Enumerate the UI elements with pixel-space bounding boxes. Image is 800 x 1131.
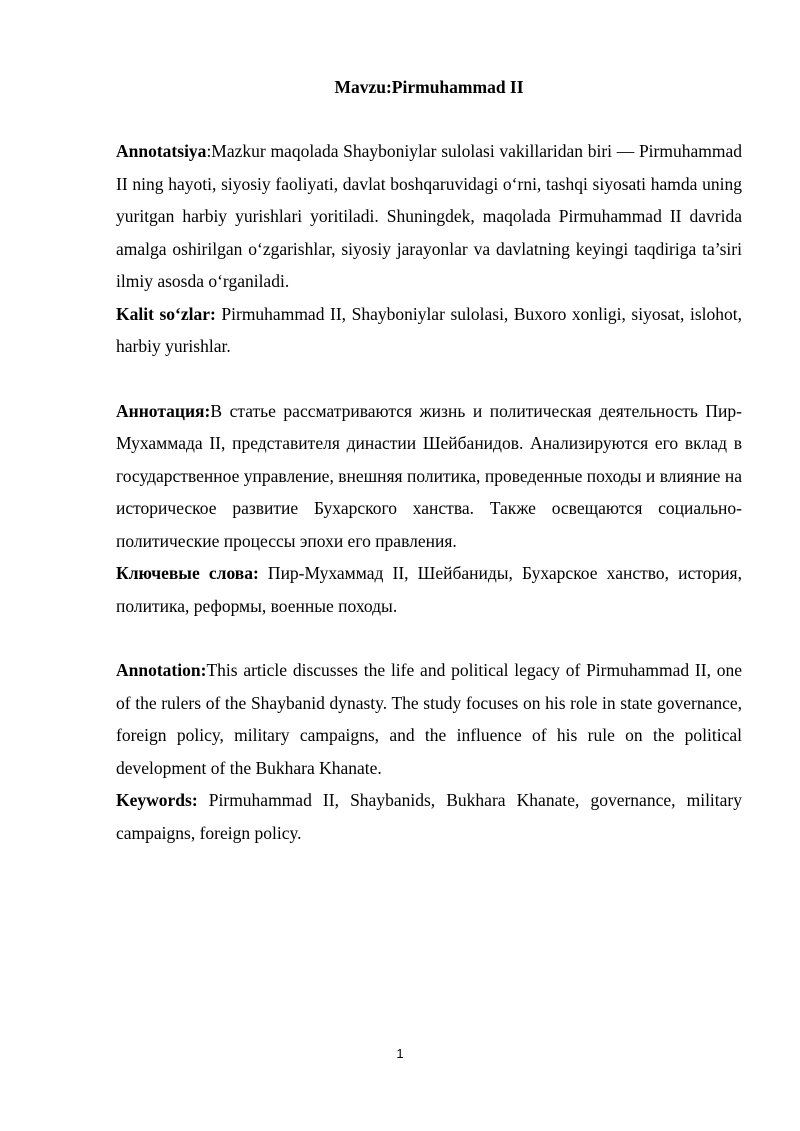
annotation-ru-label: Аннотация: — [116, 400, 211, 421]
annotation-ru — [116, 395, 742, 558]
document-page — [116, 74, 742, 849]
keywords-uz-text: Pirmuhammad II, Shayboniylar sulolasi, Buxoro xonligi, siyosat, islohot, harbiy yurishlar. — [116, 303, 742, 356]
keywords-en-label: Keywords: — [116, 790, 198, 810]
page-number: 1 — [396, 1046, 404, 1061]
section-spacer — [116, 622, 742, 654]
annotation-en-label: Annotation: — [116, 660, 207, 680]
page-title: Mavzu:Pirmuhammad II — [334, 77, 524, 97]
keywords-ru-text: Пир-Мухаммад II, Шейбаниды, Бухарское ханство, история, политика, реформы, военные походы. — [116, 563, 742, 616]
annotation-uz — [116, 135, 742, 298]
keywords-ru-label: Ключевые слова: — [116, 563, 259, 583]
keywords-uz — [116, 298, 742, 363]
keywords-en-text: Pirmuhammad II, Shaybanids, Bukhara Khanate, governance, military campaigns, foreign policy. — [116, 790, 742, 843]
keywords-uz-label: Kalit so‘zlar: — [116, 303, 216, 324]
annotation-uz-text: :Mazkur maqolada Shayboniylar sulolasi vakillaridan biri — Pirmuhammad II ning hayoti, siyosiy faoliyati, davlat boshqaruvidagi o‘rni, tashqi siyosati hamda uning yuritgan harbiy yurishlari yoritiladi. Shuningdek, maqolada Pirmuhammad II davrida amalga oshirilgan o‘zgarishlar, siyosiy jarayonlar va davlatning keyingi taqdiriga ta’siri ilmiy asosda o‘rganiladi. — [116, 141, 742, 291]
annotation-en-text: This article discusses the life and political legacy of Pirmuhammad II, one of the rulers of the Shaybanid dynasty. The study focuses on his role in state governance, foreign policy, military campaigns, and the influence of his rule on the political development of the Bukhara Khanate. — [116, 660, 742, 778]
annotation-uz-label: Annotatsiya — [116, 141, 207, 161]
annotation-ru-text: В статье рассматриваются жизнь и политическая деятельность Пир-Мухаммада II, представителя династии Шейбанидов. Анализируются его вклад в государственное управление, внешняя политика, проведенные походы и влияние на историческое развитие Бухарского ханства. Также освещаются социально-политические процессы эпохи его правления. — [116, 400, 742, 551]
annotation-en — [116, 654, 742, 784]
keywords-en — [116, 784, 742, 849]
section-spacer — [116, 363, 742, 395]
keywords-ru — [116, 557, 742, 622]
